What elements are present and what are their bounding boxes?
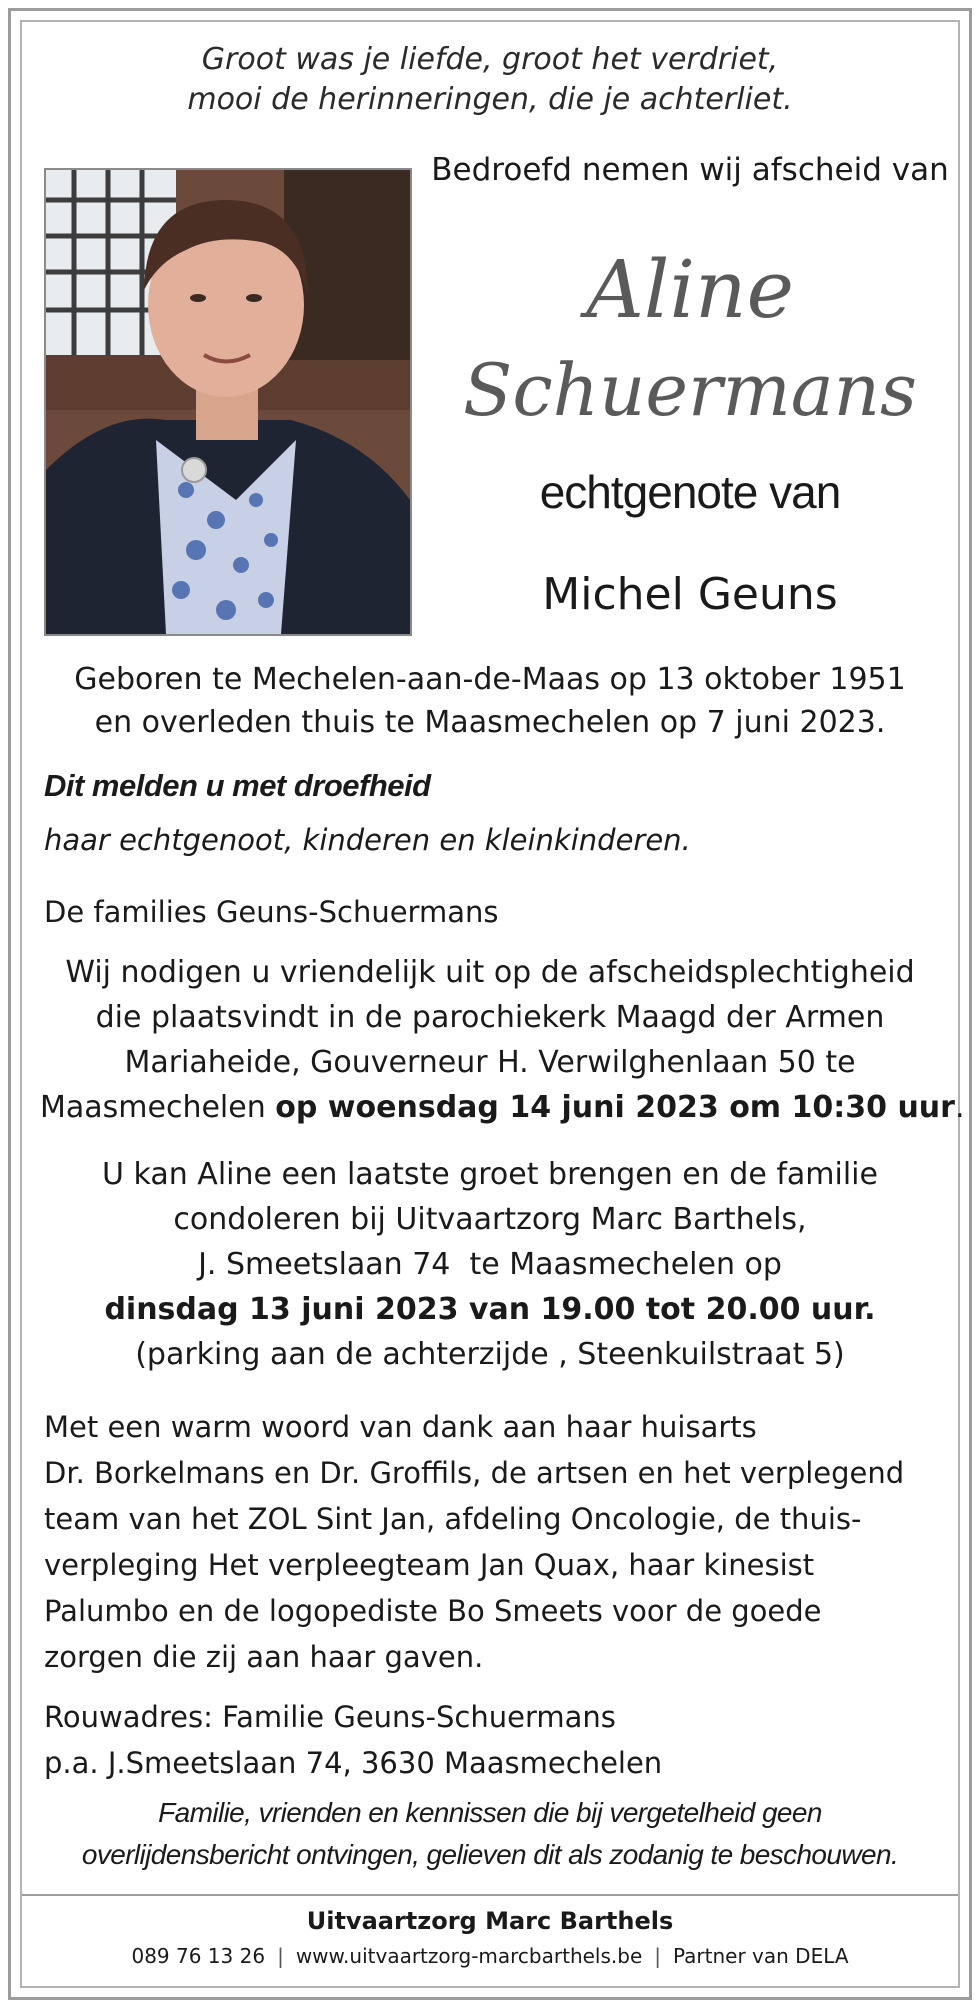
thanks-line-3: team van het ZOL Sint Jan, afdeling Oncologie, de thuis- bbox=[44, 1502, 862, 1536]
motto-line-1: Groot was je liefde, groot het verdriet, bbox=[201, 42, 779, 77]
visitation-info bbox=[40, 1152, 940, 1377]
visitation-line-2: condoleren bij Uitvaartzorg Marc Barthels, bbox=[173, 1202, 807, 1237]
notice-line-2: overlijdensbericht ontvingen, gelieven dit als zodanig te beschouwen. bbox=[81, 1839, 899, 1870]
visitation-datetime: dinsdag 13 juni 2023 van 19.00 tot 20.00 uur. bbox=[104, 1292, 876, 1327]
separator-2: | bbox=[654, 1944, 662, 1968]
notice-line-1: Familie, vrienden en kennissen die bij vergetelheid geen bbox=[158, 1797, 822, 1828]
address-line-2: p.a. J.Smeetslaan 74, 3630 Maasmechelen bbox=[44, 1746, 663, 1780]
spouse-name: Michel Geuns bbox=[542, 569, 838, 620]
announcers-heading: Dit melden u met droefheid bbox=[44, 768, 431, 803]
ceremony-line-2: die plaatsvindt in de parochiekerk Maagd der Armen bbox=[95, 1000, 885, 1035]
families: De families Geuns-Schuermans bbox=[44, 895, 499, 929]
thanks-line-2: Dr. Borkelmans en Dr. Groffils, de artsen en het verplegend bbox=[44, 1456, 905, 1490]
visitation-line-3: J. Smeetslaan 74 te Maasmechelen op bbox=[198, 1247, 782, 1282]
thanks-paragraph bbox=[44, 1404, 954, 1680]
birth-line: Geboren te Mechelen-aan-de-Maas op 13 oktober 1951 bbox=[74, 662, 906, 697]
thanks-line-4: verpleging Het verpleegteam Jan Quax, haar kinesist bbox=[44, 1548, 815, 1582]
ceremony-line-3: Mariaheide, Gouverneur H. Verwilghenlaan 50 te bbox=[124, 1045, 856, 1080]
partner-text: Partner van DELA bbox=[673, 1944, 849, 1968]
phone-number: 089 76 13 26 bbox=[131, 1944, 266, 1968]
mourning-address bbox=[44, 1694, 662, 1786]
deceased-last-name: Schuermans bbox=[463, 348, 917, 432]
visitation-line-1: U kan Aline een laatste groet brengen en de familie bbox=[102, 1157, 878, 1192]
ceremony-line-1: Wij nodigen u vriendelijk uit op de afscheidsplechtigheid bbox=[65, 955, 915, 990]
notice bbox=[40, 1792, 940, 1876]
spouse-label: echtgenote van bbox=[539, 466, 841, 518]
death-line: en overleden thuis te Maasmechelen op 7 juni 2023. bbox=[94, 705, 886, 740]
announcers-members: haar echtgenoot, kinderen en kleinkinderen. bbox=[44, 823, 691, 857]
thanks-line-1: Met een warm woord van dank aan haar huisarts bbox=[44, 1410, 757, 1444]
intro-text: Bedroefd nemen wij afscheid van bbox=[431, 152, 949, 188]
separator-1: | bbox=[277, 1944, 284, 1968]
address-line-1: Rouwadres: Familie Geuns-Schuermans bbox=[44, 1700, 616, 1734]
ceremony-invitation bbox=[40, 950, 965, 1130]
thanks-line-6: zorgen die zij aan haar gaven. bbox=[44, 1640, 484, 1674]
portrait-photo bbox=[44, 168, 412, 636]
deceased-first-name: Aline bbox=[586, 243, 794, 336]
ceremony-period: . bbox=[954, 1090, 965, 1125]
portrait-illustration bbox=[46, 170, 410, 634]
ceremony-datetime: op woensdag 14 juni 2023 om 10:30 uur bbox=[275, 1090, 955, 1125]
motto bbox=[60, 40, 920, 120]
motto-line-2: mooi de herinneringen, die je achterliet. bbox=[187, 82, 793, 117]
ceremony-line-4 bbox=[40, 1085, 965, 1130]
website-link[interactable]: www.uitvaartzorg-marcbarthels.be bbox=[295, 1944, 643, 1968]
thanks-line-5: Palumbo en de logopediste Bo Smeets voor de goede bbox=[44, 1594, 822, 1628]
birth-death-info bbox=[40, 658, 940, 744]
funeral-home-name: Uitvaartzorg Marc Barthels bbox=[306, 1907, 674, 1935]
funeral-home-contact bbox=[22, 1940, 958, 1972]
footer-divider bbox=[22, 1894, 958, 1896]
ceremony-place: Maasmechelen bbox=[40, 1090, 276, 1125]
visitation-parking: (parking aan de achterzijde , Steenkuilstraat 5) bbox=[135, 1337, 845, 1372]
